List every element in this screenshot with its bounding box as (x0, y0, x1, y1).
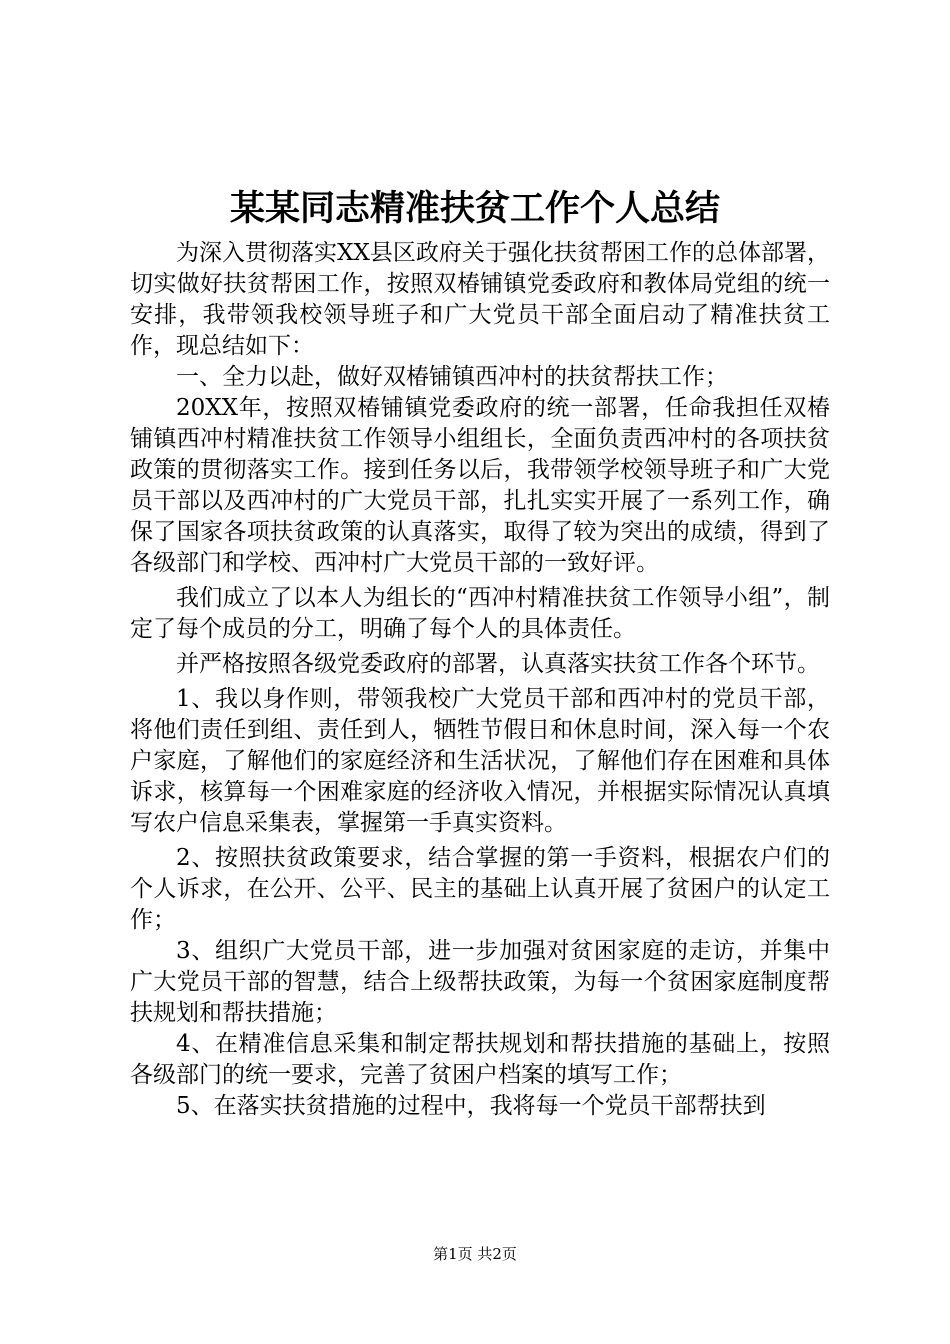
paragraph-item-4: 4、在精准信息采集和制定帮扶规划和帮扶措施的基础上，按照各级部门的统一要求，完善了贫困户档案的填写工作； (130, 1031, 830, 1088)
page-footer: 第1页 共2页 (433, 1245, 517, 1263)
paragraph-intro: 为深入贯彻落实XX县区政府关于强化扶贫帮困工作的总体部署，切实做好扶贫帮困工作，按照双椿铺镇党委政府和教体局党组的统一安排，我带领我校领导班子和广大党员干部全面启动了精准扶贫工作，现总结如下： (130, 240, 830, 359)
paragraph-section-heading: 一、全力以赴，做好双椿铺镇西冲村的扶贫帮扶工作； (176, 364, 728, 390)
document-body (130, 238, 830, 1122)
paragraph-leadership-group: 我们成立了以本人为组长的“西冲村精准扶贫工作领导小组”，制定了每个成员的分工，明确了每个人的具体责任。 (130, 585, 830, 642)
paragraph-appointment: 20XX年，按照双椿铺镇党委政府的统一部署，任命我担任双椿铺镇西冲村精准扶贫工作领导小组组长，全面负责西冲村的各项扶贫政策的贯彻落实工作。接到任务以后，我带领学校领导班子和广大党员干部以及西冲村的广大党员干部，扎扎实实开展了一系列工作，确保了国家各项扶贫政策的认真落实，取得了较为突出的成绩，得到了各级部门和学校、西冲村广大党员干部的一致好评。 (130, 395, 830, 576)
document-title: 某某同志精准扶贫工作个人总结 (229, 188, 720, 229)
paragraph-item-5: 5、在落实扶贫措施的过程中，我将每一个党员干部帮扶到 (176, 1093, 766, 1119)
paragraph-item-2: 2、按照扶贫政策要求，结合掌握的第一手资料，根据农户们的个人诉求，在公开、公平、民主的基础上认真开展了贫困户的认定工作； (130, 845, 830, 933)
paragraph-item-3: 3、组织广大党员干部，进一步加强对贫困家庭的走访，并集中广大党员干部的智慧，结合上级帮扶政策，为每一个贫困家庭制度帮扶规划和帮扶措施； (130, 938, 830, 1026)
paragraph-item-1: 1、我以身作则，带领我校广大党员干部和西冲村的党员干部，将他们责任到组、责任到人，牺牲节假日和休息时间，深入每一个农户家庭，了解他们的家庭经济和生活状况，了解他们存在困难和具体诉求，核算每一个困难家庭的经济收入情况，并根据实际情况认真填写农户信息采集表，掌握第一手真实资料。 (130, 686, 830, 836)
paragraph-strict-deployment: 并严格按照各级党委政府的部署，认真落实扶贫工作各个环节。 (176, 651, 820, 677)
